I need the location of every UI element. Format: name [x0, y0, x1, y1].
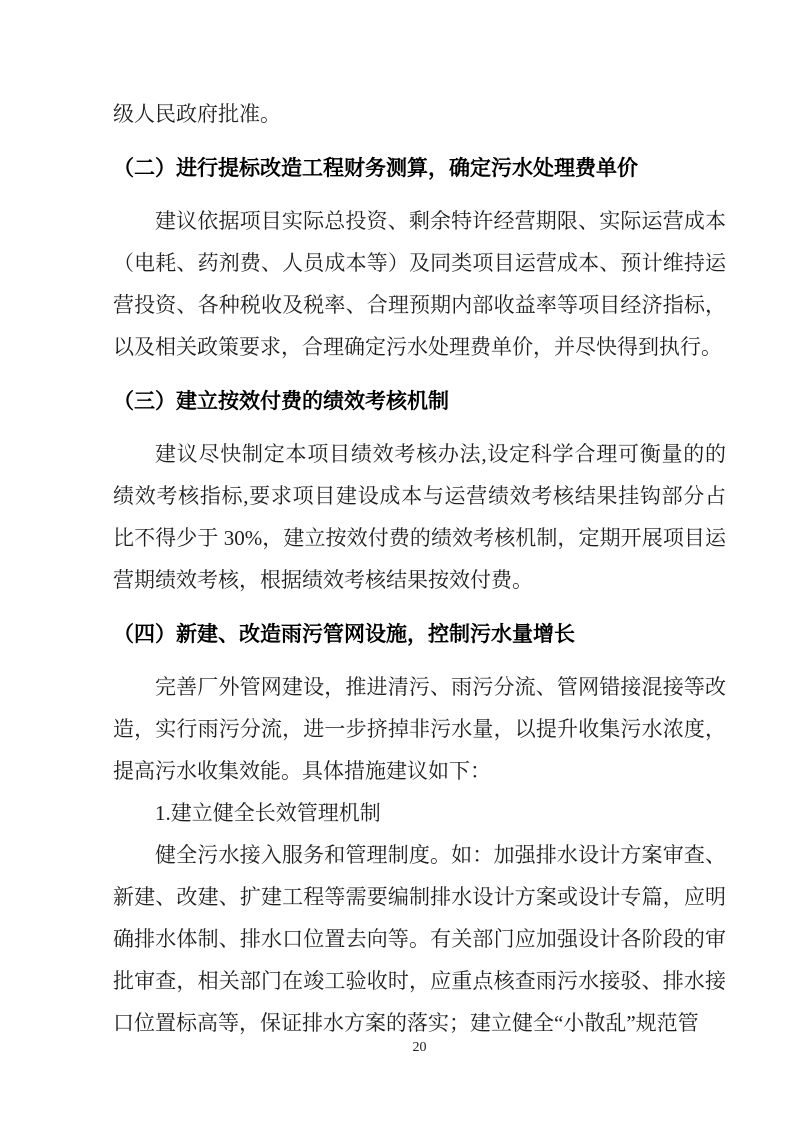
section-4-paragraph: 完善厂外管网建设，推进清污、雨污分流、管网错接混接等改造，实行雨污分流，进一步挤掉非污水量，以提升收集污水浓度，提高污水收集效能。具体措施建议如下： — [113, 675, 726, 783]
subitem-1-paragraph: 健全污水接入服务和管理制度。如：加强排水设计方案审查、新建、改建、扩建工程等需要编制排水设计方案或设计专篇，应明确排水体制、排水口位置去向等。有关部门应加强设计各阶段的审批审查，相关部门在竣工验收时，应重点核查雨污水接驳、排水接口位置标高等，保证排水方案的落实；建立健全“小散乱”规范管 — [113, 843, 726, 1035]
page-footer — [113, 1038, 726, 1057]
page-number: 20 — [412, 1040, 427, 1055]
section-2-paragraph: 建议依据项目实际总投资、剩余特许经营期限、实际运营成本（电耗、药剂费、人员成本等）及同类项目运营成本、预计维持运营投资、各种税收及税率、合理预期内部收益率等项目经济指标，以及相关政策要求，合理确定污水处理费单价，并尽快得到执行。 — [113, 209, 726, 359]
section-heading-4: （四）新建、改造雨污管网设施，控制污水量增长 — [113, 622, 575, 646]
subitem-1-heading: 1.建立健全长效管理机制 — [155, 801, 381, 825]
page-content — [113, 93, 726, 1044]
paragraph-continuation: 级人民政府批准。 — [113, 102, 281, 126]
section-3-paragraph: 建议尽快制定本项目绩效考核办法,设定科学合理可衡量的的绩效考核指标,要求项目建设成本与运营绩效考核结果挂钩部分占比不得少于 30%，建立按效付费的绩效考核机制，定期开展项目运营期绩效考核，根据绩效考核结果按效付费。 — [113, 442, 726, 592]
section-heading-2: （二）进行提标改造工程财务测算，确定污水处理费单价 — [113, 156, 638, 180]
section-heading-3: （三）建立按效付费的绩效考核机制 — [113, 389, 449, 413]
